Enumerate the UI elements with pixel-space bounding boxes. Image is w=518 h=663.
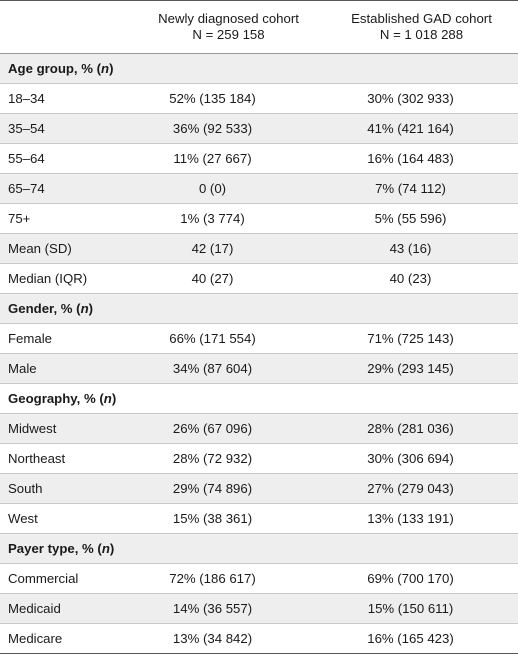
newly-value: 34% (87 604) bbox=[132, 354, 325, 384]
established-value: 29% (293 145) bbox=[325, 354, 518, 384]
section-row-age bbox=[0, 54, 518, 84]
row-label: 35–54 bbox=[0, 114, 132, 144]
header-newly-diagnosed bbox=[132, 1, 325, 54]
table-row bbox=[0, 234, 518, 264]
row-label: Commercial bbox=[0, 564, 132, 594]
established-value: 43 (16) bbox=[325, 234, 518, 264]
table-row bbox=[0, 504, 518, 534]
table-row bbox=[0, 594, 518, 624]
newly-value: 13% (34 842) bbox=[132, 624, 325, 654]
established-value: 16% (165 423) bbox=[325, 624, 518, 654]
section-row-gender bbox=[0, 294, 518, 324]
newly-value: 40 (27) bbox=[132, 264, 325, 294]
newly-value: 28% (72 932) bbox=[132, 444, 325, 474]
table-row bbox=[0, 474, 518, 504]
row-label: West bbox=[0, 504, 132, 534]
row-label: Midwest bbox=[0, 414, 132, 444]
established-value: 71% (725 143) bbox=[325, 324, 518, 354]
table-row bbox=[0, 114, 518, 144]
row-label: Male bbox=[0, 354, 132, 384]
section-row-payer bbox=[0, 534, 518, 564]
newly-value: 52% (135 184) bbox=[132, 84, 325, 114]
header-newly-count: N = 259 158 bbox=[192, 27, 265, 42]
newly-value: 42 (17) bbox=[132, 234, 325, 264]
table-row bbox=[0, 264, 518, 294]
table-header-row bbox=[0, 1, 518, 54]
newly-value: 26% (67 096) bbox=[132, 414, 325, 444]
established-value: 41% (421 164) bbox=[325, 114, 518, 144]
header-established-count: N = 1 018 288 bbox=[379, 27, 464, 42]
header-blank-cell bbox=[0, 1, 132, 54]
row-label: 55–64 bbox=[0, 144, 132, 174]
established-value: 13% (133 191) bbox=[325, 504, 518, 534]
section-title-gender: Gender, % (n) bbox=[0, 294, 518, 324]
row-label: Female bbox=[0, 324, 132, 354]
table-row bbox=[0, 624, 518, 654]
header-established-title: Established GAD cohort bbox=[351, 11, 492, 26]
section-row-geography bbox=[0, 384, 518, 414]
established-value: 40 (23) bbox=[325, 264, 518, 294]
established-value: 7% (74 112) bbox=[325, 174, 518, 204]
row-label: 18–34 bbox=[0, 84, 132, 114]
newly-value: 11% (27 667) bbox=[132, 144, 325, 174]
newly-value: 0 (0) bbox=[132, 174, 325, 204]
newly-value: 72% (186 617) bbox=[132, 564, 325, 594]
established-value: 16% (164 483) bbox=[325, 144, 518, 174]
established-value: 5% (55 596) bbox=[325, 204, 518, 234]
table-row bbox=[0, 84, 518, 114]
row-label: Northeast bbox=[0, 444, 132, 474]
table-row bbox=[0, 324, 518, 354]
table-row bbox=[0, 174, 518, 204]
established-value: 27% (279 043) bbox=[325, 474, 518, 504]
table-row bbox=[0, 144, 518, 174]
newly-value: 14% (36 557) bbox=[132, 594, 325, 624]
established-value: 30% (306 694) bbox=[325, 444, 518, 474]
established-value: 30% (302 933) bbox=[325, 84, 518, 114]
table-row bbox=[0, 204, 518, 234]
established-value: 15% (150 611) bbox=[325, 594, 518, 624]
section-title-geography: Geography, % (n) bbox=[0, 384, 518, 414]
row-label: Median (IQR) bbox=[0, 264, 132, 294]
row-label: 75+ bbox=[0, 204, 132, 234]
header-newly-title: Newly diagnosed cohort bbox=[158, 11, 299, 26]
newly-value: 15% (38 361) bbox=[132, 504, 325, 534]
table-row bbox=[0, 414, 518, 444]
established-value: 69% (700 170) bbox=[325, 564, 518, 594]
row-label: Medicare bbox=[0, 624, 132, 654]
newly-value: 36% (92 533) bbox=[132, 114, 325, 144]
newly-value: 1% (3 774) bbox=[132, 204, 325, 234]
table-row bbox=[0, 354, 518, 384]
row-label: South bbox=[0, 474, 132, 504]
section-title-payer: Payer type, % (n) bbox=[0, 534, 518, 564]
row-label: Mean (SD) bbox=[0, 234, 132, 264]
row-label: 65–74 bbox=[0, 174, 132, 204]
header-established bbox=[325, 1, 518, 54]
established-value: 28% (281 036) bbox=[325, 414, 518, 444]
newly-value: 29% (74 896) bbox=[132, 474, 325, 504]
table-row bbox=[0, 564, 518, 594]
table-row bbox=[0, 444, 518, 474]
newly-value: 66% (171 554) bbox=[132, 324, 325, 354]
section-title-age: Age group, % (n) bbox=[0, 54, 518, 84]
row-label: Medicaid bbox=[0, 594, 132, 624]
